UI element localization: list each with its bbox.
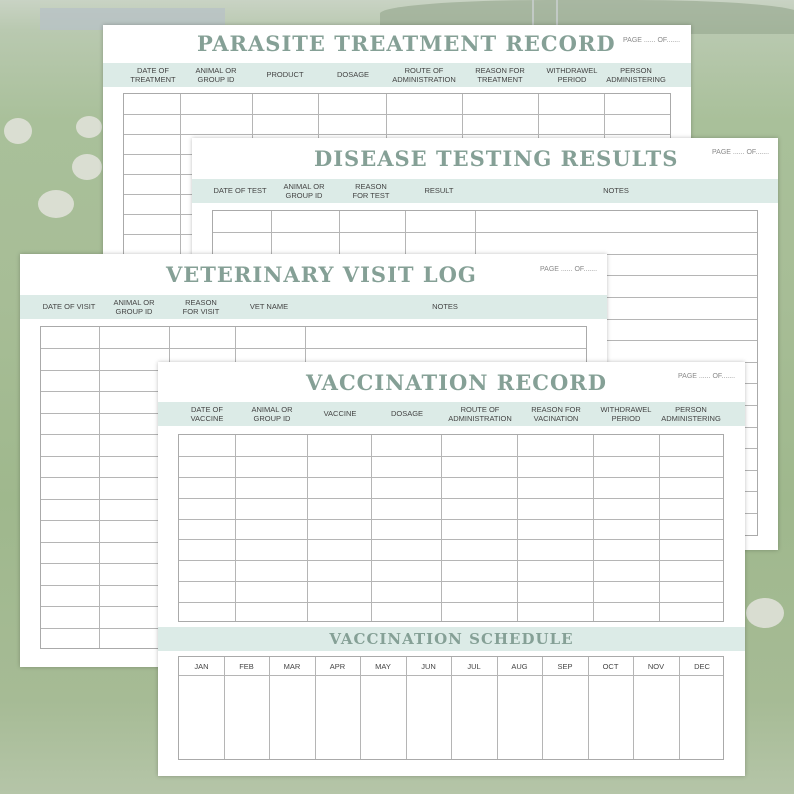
col-reason-for-vacination: REASON FOR VACINATION — [531, 404, 581, 423]
schedule-title: VACCINATION SCHEDULE — [329, 630, 574, 648]
col-withdrawel-period: WITHDRAWEL PERIOD — [600, 404, 652, 423]
col-notes: NOTES — [603, 186, 629, 196]
month-sep: SEP — [557, 662, 573, 671]
vaccination-record-sheet — [158, 362, 745, 776]
sheep-image — [746, 598, 784, 628]
vaccination-table-grid — [178, 434, 724, 622]
col-reason-for-treatment: REASON FOR TREATMENT — [475, 65, 525, 84]
month-jul: JUL — [467, 662, 481, 671]
col-dosage: DOSAGE — [390, 409, 424, 419]
month-feb: FEB — [239, 662, 254, 671]
sheep-image — [4, 118, 32, 144]
sheet-title: DISEASE TESTING RESULTS — [314, 146, 679, 171]
column-header-band — [192, 179, 778, 203]
month-jan: JAN — [194, 662, 209, 671]
col-animal-or-group-id: ANIMAL OR GROUP ID — [251, 404, 293, 423]
page-number-label: PAGE ...... OF....... — [540, 266, 598, 273]
sheep-image — [76, 116, 102, 138]
column-header-band — [20, 295, 607, 319]
col-date-of-visit: DATE OF VISIT — [42, 302, 96, 312]
month-dec: DEC — [694, 662, 710, 671]
col-notes: NOTES — [432, 302, 458, 312]
col-result: RESULT — [424, 186, 454, 196]
month-apr: APR — [329, 662, 346, 671]
col-person-administering: PERSON ADMINISTERING — [661, 404, 721, 423]
col-animal-or-group-id: ANIMAL OR GROUP ID — [195, 65, 237, 84]
month-aug: AUG — [511, 662, 528, 671]
col-date-of-test: DATE OF TEST — [213, 186, 267, 196]
col-date-of-vaccine: DATE OF VACCINE — [190, 404, 224, 423]
col-reason-for-visit: REASON FOR VISIT — [182, 297, 220, 316]
month-may: MAY — [375, 662, 391, 671]
col-reason-for-test: REASON FOR TEST — [352, 181, 390, 200]
page-number-label: PAGE ...... OF....... — [678, 373, 736, 380]
sheep-image — [38, 190, 74, 218]
month-jun: JUN — [421, 662, 436, 671]
sheep-image — [72, 154, 102, 180]
sheet-title: VACCINATION RECORD — [306, 370, 607, 395]
col-product: PRODUCT — [266, 70, 304, 80]
col-animal-or-group-id: ANIMAL OR GROUP ID — [113, 297, 155, 316]
col-person-administering: PERSON ADMINISTERING — [606, 65, 666, 84]
col-vaccine: VACCINE — [323, 409, 357, 419]
col-withdrawel-period: WITHDRAWEL PERIOD — [546, 65, 598, 84]
month-oct: OCT — [602, 662, 619, 671]
col-route-of-administration: ROUTE OF ADMINISTRATION — [392, 65, 456, 84]
month-nov: NOV — [647, 662, 665, 671]
pylon-tower — [532, 0, 558, 26]
page-number-label: PAGE ...... OF....... — [623, 37, 681, 44]
col-dosage: DOSAGE — [336, 70, 370, 80]
col-date-of-treatment: DATE OF TREATMENT — [130, 65, 176, 84]
col-animal-or-group-id: ANIMAL OR GROUP ID — [283, 181, 325, 200]
col-route-of-administration: ROUTE OF ADMINISTRATION — [448, 404, 512, 423]
vaccination-schedule-band — [158, 627, 745, 651]
sheet-title: VETERINARY VISIT LOG — [166, 262, 477, 287]
vaccination-schedule-grid — [178, 656, 724, 760]
month-mar: MAR — [283, 662, 301, 671]
col-vet-name: VET NAME — [249, 302, 289, 312]
sheet-title: PARASITE TREATMENT RECORD — [197, 31, 616, 56]
column-header-band — [103, 63, 691, 87]
column-header-band — [158, 402, 745, 426]
page-number-label: PAGE ...... OF....... — [712, 149, 770, 156]
